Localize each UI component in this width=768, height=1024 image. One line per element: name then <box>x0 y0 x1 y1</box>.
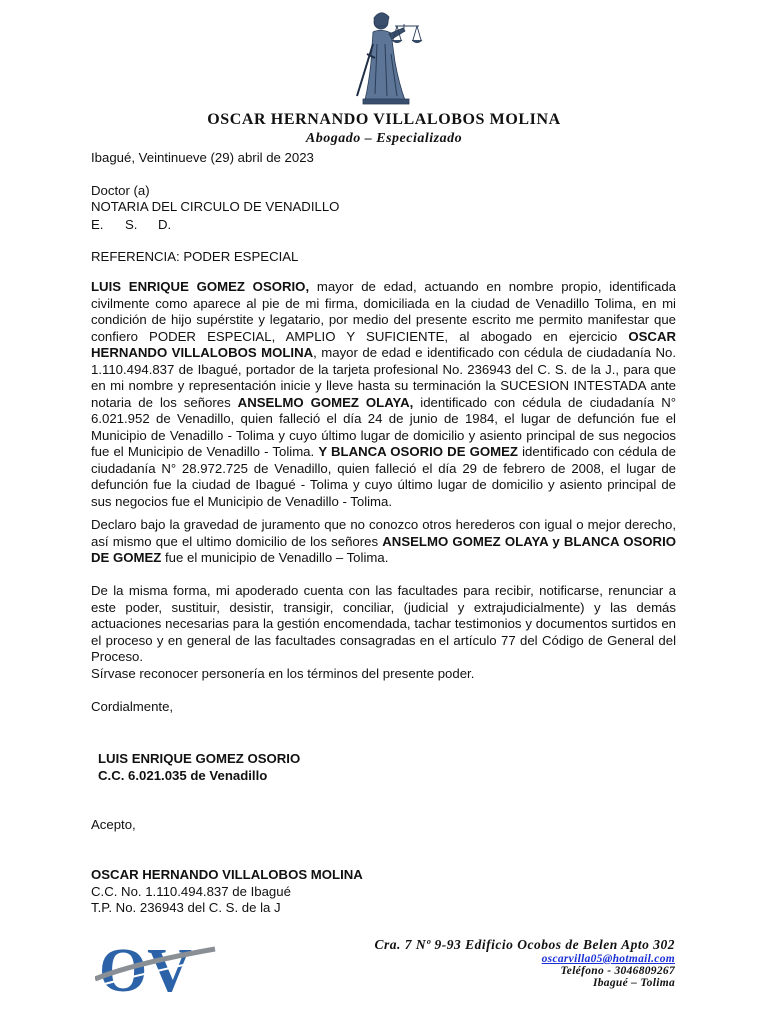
recipient-salutation: Doctor (a) <box>91 183 150 198</box>
footer-address: Cra. 7 Nº 9-93 Edificio Ocobos de Belen Apto 302 <box>374 937 675 952</box>
recipient-office: NOTARIA DEL CIRCULO DE VENADILLO <box>91 199 340 214</box>
footer-email-link[interactable]: oscarvilla05@hotmail.com <box>541 953 675 965</box>
ov-logo <box>95 933 219 1003</box>
esd-d: D. <box>158 217 172 232</box>
footer-contact <box>374 937 675 989</box>
signature-2-id: C.C. No. 1.110.494.837 de Ibagué <box>91 884 291 899</box>
deceased-names: ANSELMO GOMEZ OLAYA y BLANCA OSORIO DE GOMEZ <box>91 533 676 565</box>
footer-city: Ibagué – Tolima <box>592 977 675 989</box>
signature-1-id: C.C. 6.021.035 de Venadillo <box>98 768 268 783</box>
attorney-name: OSCAR HERNANDO VILLALOBOS MOLINA <box>91 328 676 360</box>
esd-e: E. <box>91 217 104 232</box>
p1-text-2: , mayor de edad e identificado con cédula de ciudadanía No. 1.110.494.837 de Ibagué, portador de la tarjeta profesional No. 236943 del C. S. de la J., para que en mi nombre y representación inicie y lleve hasta su terminación la SUCESION INTESTADA ante notaria de los señores <box>91 345 676 410</box>
p2-text-2: fue el municipio de Venadillo – Tolima. <box>161 550 389 565</box>
p1-text-4: identificado con cédula de ciudadanía N° 28.972.725 de Venadillo, quien falleció el día 29 de febrero de 2008, el lugar de defunción fue la ciudad de Ibagué - Tolima y cuyo último lugar de domicilio y asiento principal de sus negocios fue el Municipio de Venadillo - Tolima. <box>91 444 676 509</box>
signature-1-name: LUIS ENRIQUE GOMEZ OSORIO <box>98 751 301 766</box>
lady-justice-logo <box>343 4 427 110</box>
paragraph-2 <box>91 517 676 567</box>
reference-line: REFERENCIA: PODER ESPECIAL <box>91 249 299 264</box>
footer-phone: Teléfono - 3046809267 <box>560 965 675 977</box>
deceased-2-name: Y BLANCA OSORIO DE GOMEZ <box>318 444 518 459</box>
esd-s: S. <box>125 217 138 232</box>
header-subtitle: Abogado – Especializado <box>305 131 463 146</box>
p1-text-1: mayor de edad, actuando en nombre propio, identificada civilmente como aparece al pie de mi firma, domiciliada en la ciudad de Venadillo Tolima, en mi condición de hijo supérstite y legatario, por medio del presente escrito me permito manifestar que confiero PODER ESPECIAL, AMPLIO Y SUFICIENTE, al abogado en ejercicio <box>91 279 676 344</box>
deceased-1-name: ANSELMO GOMEZ OLAYA, <box>237 394 414 410</box>
p2-text-1: Declaro bajo la gravedad de juramento que no conozco otros herederos con igual o mejor derecho, así mismo que el ultimo domicilio de los señores <box>91 517 676 549</box>
header-name: OSCAR HERNANDO VILLALOBOS MOLINA <box>207 111 561 128</box>
grantor-name: LUIS ENRIQUE GOMEZ OSORIO, <box>91 279 310 294</box>
signature-2-name: OSCAR HERNANDO VILLALOBOS MOLINA <box>91 867 363 882</box>
document-date: Ibagué, Veintinueve (29) abril de 2023 <box>91 150 314 165</box>
signature-2-tp: T.P. No. 236943 del C. S. de la J <box>91 900 281 915</box>
paragraph-3: De la misma forma, mi apoderado cuenta con las facultades para recibir, notificarse, renunciar a este poder, sustituir, desistir, transigir, conciliar, (judicial y extrajudicialmente) y las demás actuaciones necesarias para la gestión encomendada, tachar testimonios y documentos surtidos en el proceso y en general de las facultades consagradas en el artículo 77 del Código de General del Proceso. <box>91 583 676 664</box>
paragraph-1 <box>91 279 676 510</box>
closing: Cordialmente, <box>91 699 174 714</box>
accept-label: Acepto, <box>91 817 136 832</box>
paragraph-4: Sírvase reconocer personería en los términos del presente poder. <box>91 666 475 681</box>
ov-logo-letter-o: OV <box>99 937 192 1003</box>
p1-text-3: identificado con cédula de ciudadanía N° 6.021.952 de Venadillo, quien falleció el día 24 de junio de 1984, el lugar de defunción fue el Municipio de Venadillo - Tolima y cuyo último lugar de domicilio y asiento principal de sus negocios fue el Municipio de Venadillo - Tolima. <box>91 394 676 459</box>
